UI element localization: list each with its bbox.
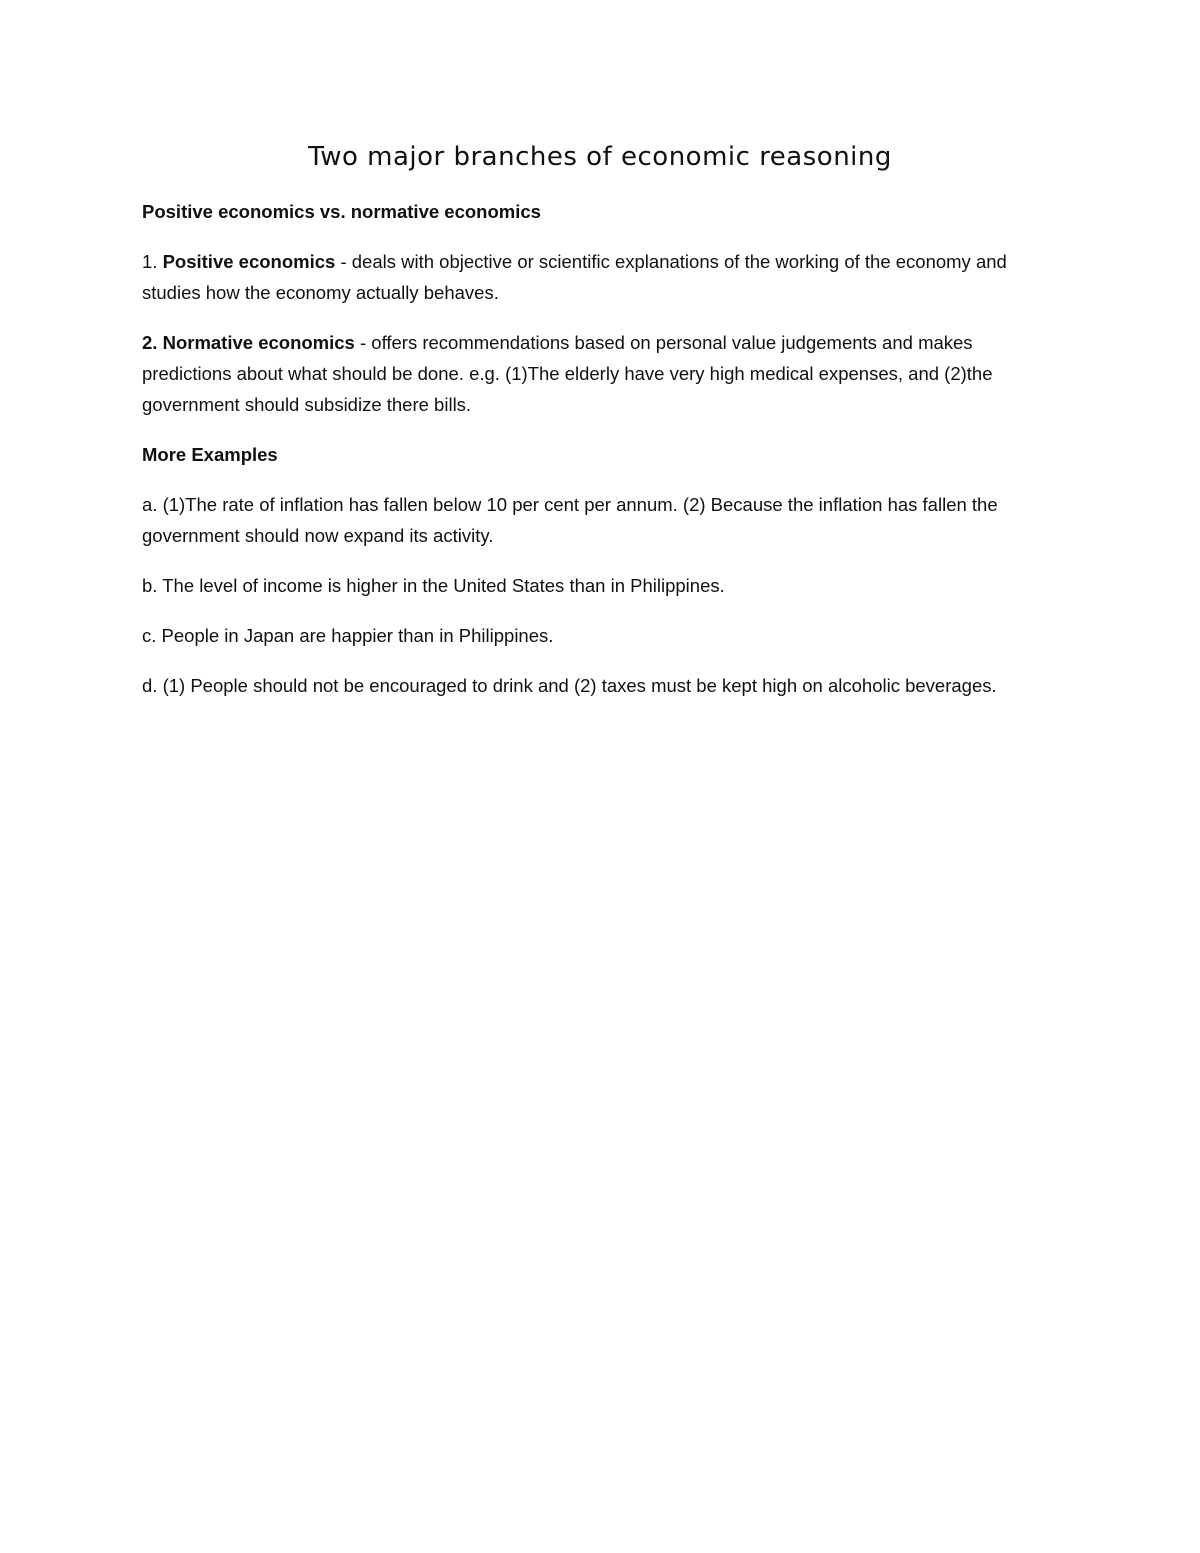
document-body: [142, 196, 1062, 720]
document-title: Two major branches of economic reasoning: [308, 142, 892, 172]
examples-heading: [142, 439, 1062, 470]
example-item-c: c. People in Japan are happier than in Philippines.: [142, 625, 554, 646]
item-text: - offers recommendations based on personal value judgements and makes predictions about what should be done. e.g. (1)The elderly have very high medical expenses, and (2)the government should subsidize there bills.: [142, 332, 993, 415]
subheading: [142, 196, 1062, 227]
item-number: 1.: [142, 251, 158, 272]
item-term: Positive economics: [162, 251, 336, 272]
definition-item-normative: [142, 327, 1062, 420]
example-item-a: a. (1)The rate of inflation has fallen below 10 per cent per annum. (2) Because the inflation has fallen the government should now expand its activity.: [142, 494, 998, 546]
subheading-text: Positive economics vs. normative economics: [142, 201, 541, 222]
item-term: Normative economics: [162, 332, 355, 353]
item-number: 2.: [142, 332, 158, 353]
examples-heading-text: More Examples: [142, 444, 278, 465]
definition-item-positive: [142, 246, 1062, 308]
example-item-b: b. The level of income is higher in the United States than in Philippines.: [142, 575, 725, 596]
example-item-d: d. (1) People should not be encouraged to drink and (2) taxes must be kept high on alcoholic beverages.: [142, 675, 997, 696]
item-text: - deals with objective or scientific explanations of the working of the economy and studies how the economy actually behaves.: [142, 251, 1007, 303]
